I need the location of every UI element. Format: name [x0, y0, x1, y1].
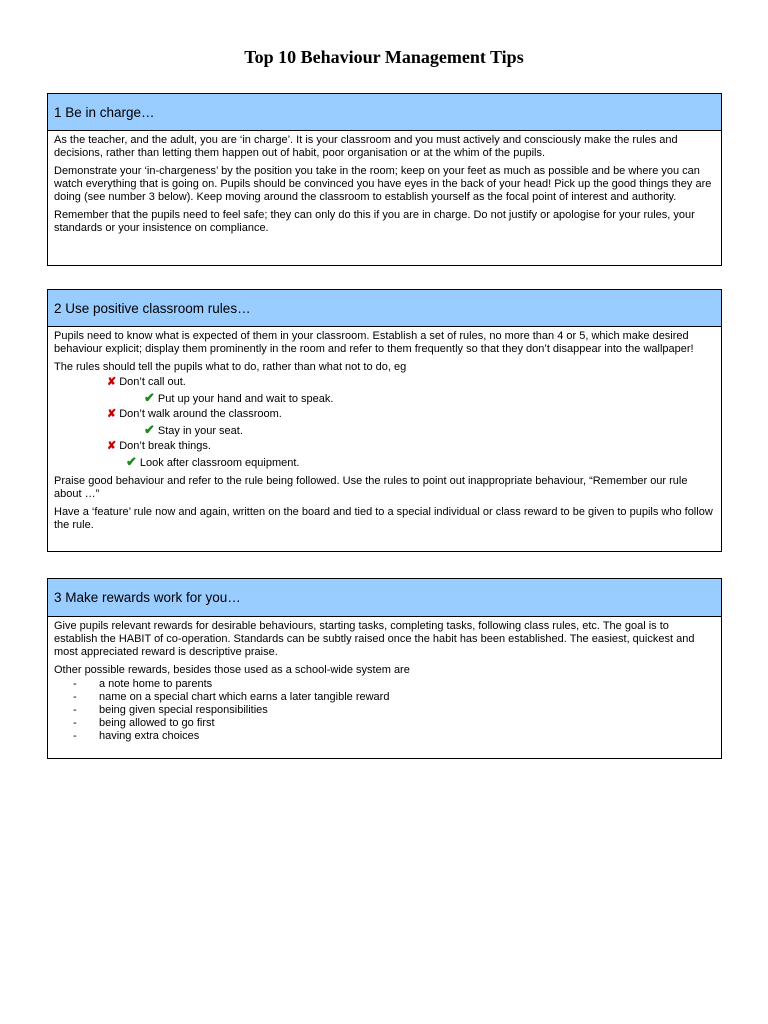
cross-icon: ✘ — [107, 376, 117, 388]
cross-icon: ✘ — [107, 440, 117, 452]
section-heading — [48, 94, 721, 131]
dash-bullet: - — [73, 704, 77, 716]
rule-dont — [54, 406, 715, 422]
section-heading-text: 3 Make rewards work for you… — [54, 590, 241, 605]
rule-do-text: Put up your hand and wait to speak. — [157, 393, 334, 405]
page-title: Top 10 Behaviour Management Tips — [244, 47, 524, 67]
paragraph: Remember that the pupils need to feel safe; they can only do this if you are in charge. Do not justify or apologise for your rules, your standards or your insistence on compliance. — [54, 209, 695, 234]
rule-dont-text: Don’t break things. — [119, 440, 211, 452]
paragraph: The rules should tell the pupils what to do, rather than what not to do, eg — [54, 361, 407, 373]
dash-bullet: - — [73, 691, 77, 703]
rule-do — [54, 390, 715, 406]
rule-do-text: Stay in your seat. — [157, 425, 243, 437]
paragraph: Pupils need to know what is expected of them in your classroom. Establish a set of rules, no more than 4 or 5, which make desired behaviour explicit; display them prominently in the room and refer to them frequently so that they don’t disappear into the wallpaper! — [54, 330, 694, 355]
paragraph: Other possible rewards, besides those used as a school-wide system are — [54, 664, 410, 676]
list-item-text: a note home to parents — [99, 678, 213, 690]
rule-dont-text: Don’t call out. — [119, 376, 186, 388]
rules-examples — [54, 374, 715, 470]
list-item — [54, 678, 715, 691]
section-body — [48, 327, 721, 541]
paragraph: Praise good behaviour and refer to the rule being followed. Use the rules to point out inappropriate behaviour, “Remember our rule about …” — [54, 475, 688, 500]
list-item — [54, 704, 715, 717]
check-icon: ✔ — [126, 454, 137, 469]
list-item — [54, 717, 715, 730]
paragraph: As the teacher, and the adult, you are ‘in charge’. It is your classroom and you must actively and consciously make the rules and decisions, rather than letting them happen out of habit, poor organisation or at the whim of the pupils. — [54, 134, 678, 159]
tip-section-3 — [47, 578, 722, 759]
check-icon: ✔ — [144, 390, 155, 405]
list-item — [54, 691, 715, 704]
rewards-list — [54, 678, 715, 743]
list-item — [54, 730, 715, 743]
dash-bullet: - — [73, 730, 77, 742]
section-body — [48, 131, 721, 244]
tip-section-1 — [47, 93, 722, 266]
list-item-text: having extra choices — [99, 730, 200, 742]
list-item-text: being allowed to go first — [99, 717, 215, 729]
section-heading-text: 2 Use positive classroom rules… — [54, 300, 251, 316]
section-body — [48, 617, 721, 747]
paragraph: Have a ‘feature’ rule now and again, written on the board and tied to a special individual or class reward to be given to pupils who follow the rule. — [54, 506, 713, 531]
rule-do — [54, 454, 715, 470]
dash-bullet: - — [73, 678, 77, 690]
rule-dont — [54, 374, 715, 390]
section-heading — [48, 579, 721, 617]
list-item-text: being given special responsibilities — [99, 704, 268, 716]
list-item-text: name on a special chart which earns a later tangible reward — [99, 691, 390, 703]
rule-do-text: Look after classroom equipment. — [139, 457, 300, 469]
paragraph: Demonstrate your ‘in-chargeness’ by the position you take in the room; keep on your feet as much as possible and be where you can watch everything that is going on. Pupils should be convinced you have eyes in the back of your head! Pick up the good things they are doing (see number 3 below). Keep moving around the classroom to establish yourself as the focal point of interest and authority. — [54, 165, 712, 203]
rule-do — [54, 422, 715, 438]
paragraph: Give pupils relevant rewards for desirable behaviours, starting tasks, completing tasks, following class rules, etc. The goal is to establish the HABIT of co-operation. Standards can be subtly raised once the habit has been established. The easiest, quickest and most appreciated reward is descriptive praise. — [54, 620, 695, 658]
rule-dont-text: Don’t walk around the classroom. — [119, 408, 282, 420]
rule-dont — [54, 438, 715, 454]
check-icon: ✔ — [144, 422, 155, 437]
dash-bullet: - — [73, 717, 77, 729]
section-heading-text: 1 Be in charge… — [54, 104, 155, 120]
tip-section-2 — [47, 289, 722, 552]
section-heading — [48, 290, 721, 327]
cross-icon: ✘ — [107, 408, 117, 420]
